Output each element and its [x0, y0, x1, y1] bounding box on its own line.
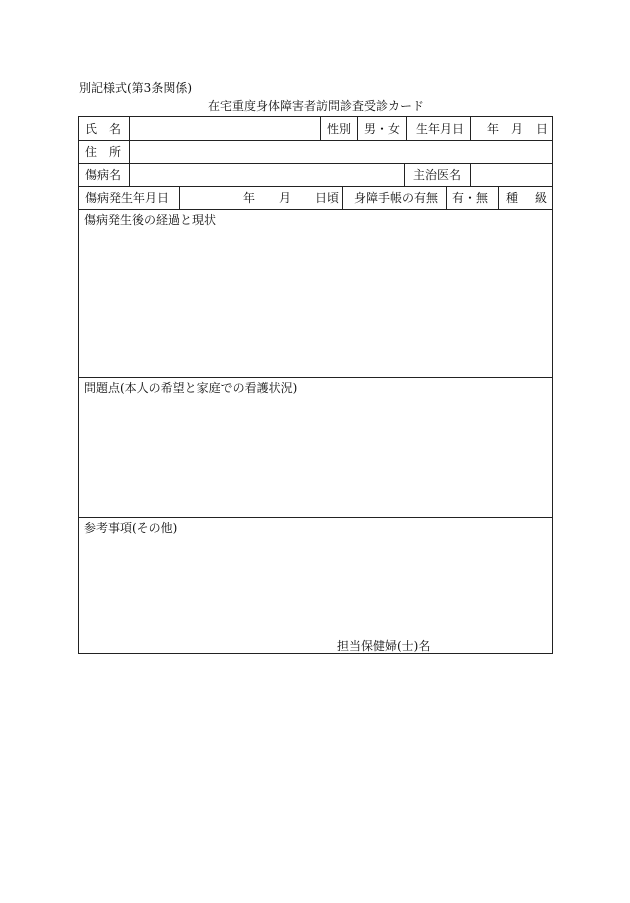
sex-options[interactable]: 男・女 [364, 122, 401, 136]
onset-day: 日頃 [315, 191, 340, 205]
form-table [78, 116, 553, 654]
birth-year: 年 [487, 122, 500, 136]
grade-kind: 種 [506, 191, 519, 205]
onset-month: 月 [279, 191, 292, 205]
onset-label: 傷病発生年月日 [85, 191, 170, 205]
notes-section[interactable] [79, 517, 552, 653]
disease-label: 傷病名 [85, 168, 122, 182]
birth-day: 日 [536, 122, 549, 136]
address-field[interactable] [130, 140, 552, 163]
name-field[interactable] [130, 117, 320, 140]
issues-label: 問題点(本人の希望と家庭での看護状況) [84, 381, 298, 395]
notes-label: 参考事項(その他) [84, 521, 178, 535]
birth-label: 生年月日 [416, 122, 465, 136]
handbook-options[interactable]: 有・無 [452, 191, 489, 205]
form-reference: 別記様式(第3条関係) [79, 81, 192, 95]
form-title: 在宅重度身体障害者訪問診査受診カード [208, 99, 425, 113]
address-label: 住 所 [85, 145, 122, 159]
row-address [79, 140, 552, 164]
progress-section[interactable] [79, 209, 552, 378]
doctor-label: 主治医名 [413, 168, 462, 182]
row-disease [79, 163, 552, 187]
birth-month: 月 [511, 122, 524, 136]
nurse-label: 担当保健婦(士)名 [337, 639, 431, 653]
name-label: 氏 名 [85, 122, 122, 136]
row-onset [79, 186, 552, 210]
grade-level: 級 [535, 191, 548, 205]
doctor-field[interactable] [471, 163, 552, 186]
issues-section[interactable] [79, 377, 552, 518]
progress-label: 傷病発生後の経過と現状 [84, 213, 217, 227]
onset-year: 年 [243, 191, 256, 205]
row-name [79, 117, 552, 141]
sex-label: 性別 [327, 122, 352, 136]
handbook-label: 身障手帳の有無 [354, 191, 439, 205]
disease-field[interactable] [130, 163, 404, 186]
